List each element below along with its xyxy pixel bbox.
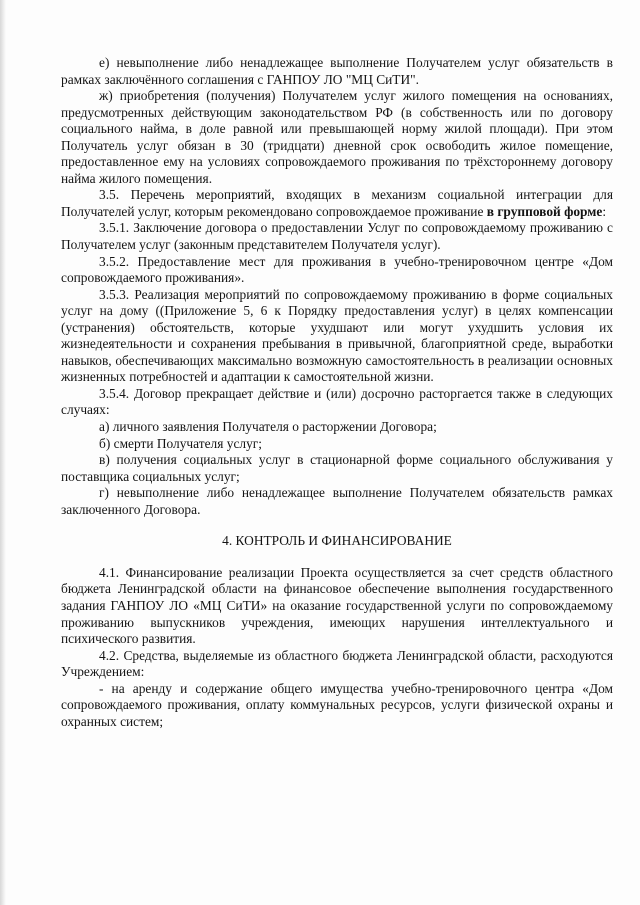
- document-body: [61, 55, 613, 730]
- paragraph-3-5-3: 3.5.3. Реализация мероприятий по сопровождаемому проживанию в форме социальных услуг на дому ((Приложение 5, 6 к Порядку предоставления услуг) в целях компенсации (устранения) обстоятельств, которые ухудшают или могут ухудшить условия их жизнедеятельности и сохранения пребывания в привычной, благоприятной среде, выработки навыков, обеспечивающих максимально возможную самостоятельность в реализации основных жизненных потребностей и адаптации к самостоятельной жизни.: [61, 286, 613, 385]
- paragraph-b: б) смерти Получателя услуг;: [99, 435, 262, 451]
- paragraph-3-5-1: 3.5.1. Заключение договора о предоставлении Услуг по сопровождаемому проживанию с Получателем услуг (законным представителем Получателя услуг).: [61, 220, 613, 253]
- paragraph-3-5-2: 3.5.2. Предоставление мест для проживания в учебно-тренировочном центре «Дом сопровождаемого проживания».: [61, 253, 613, 286]
- section-heading: 4. КОНТРОЛЬ И ФИНАНСИРОВАНИЕ: [222, 533, 452, 549]
- paragraph-4-2: 4.2. Средства, выделяемые из областного бюджета Ленинградской области, расходуются Учреждением:: [61, 647, 613, 680]
- paragraph-4-1: 4.1. Финансирование реализации Проекта осуществляется за счет средств областного бюджета Ленинградской области на финансовое обеспечение выполнения государственного задания ГАНПОУ ЛО «МЦ СиТИ» на оказание государственной услуги по сопровождаемому проживанию выпускников учреждения, имеющих нарушения интеллектуального и психического развития.: [61, 564, 613, 647]
- paragraph-e: е) невыполнение либо ненадлежащее выполнение Получателем услуг обязательств в рамках заключённого соглашения с ГАНПОУ ЛО "МЦ СиТИ".: [61, 55, 613, 87]
- scan-edge-shadow: [0, 0, 6, 905]
- paragraph-3-5-text: 3.5. Перечень мероприятий, входящих в механизм социальной интеграции для Получателей услуг, которым рекомендовано сопровождаемое проживание: [61, 187, 613, 219]
- paragraph-g: г) невыполнение либо ненадлежащее выполнение Получателем обязательств рамках заключенного Договора.: [61, 485, 613, 517]
- paragraph-3-5-4: 3.5.4. Договор прекращает действие и (или) досрочно расторгается также в следующих случаях:: [61, 385, 613, 418]
- paragraph-3-5: [61, 187, 613, 220]
- paragraph-a: а) личного заявления Получателя о расторжении Договора;: [99, 419, 437, 435]
- paragraph-v: в) получения социальных услуг в стационарной форме социального обслуживания у поставщика социальных услуг;: [61, 452, 613, 484]
- paragraph-4-2-item: - на аренду и содержание общего имущества учебно-тренировочного центра «Дом сопровождаемого проживания, оплату коммунальных ресурсов, услуги физической охраны и охранных систем;: [61, 680, 613, 729]
- paragraph-3-5-bold: в групповой форме: [486, 203, 603, 219]
- paragraph-zh: ж) приобретения (получения) Получателем услуг жилого помещения на основаниях, предусмотренных действующим законодательством РФ (в собственность или по договору социального найма, в доле равной или превышающей норму жилой площади). При этом Получатель услуг обязан в 30 (тридцати) дневной срок освободить жилое помещение, предоставленное ему на условиях сопровождаемого проживания по трёхстороннему договору найма жилого помещения.: [61, 88, 613, 186]
- paragraph-3-5-tail: :: [602, 203, 607, 219]
